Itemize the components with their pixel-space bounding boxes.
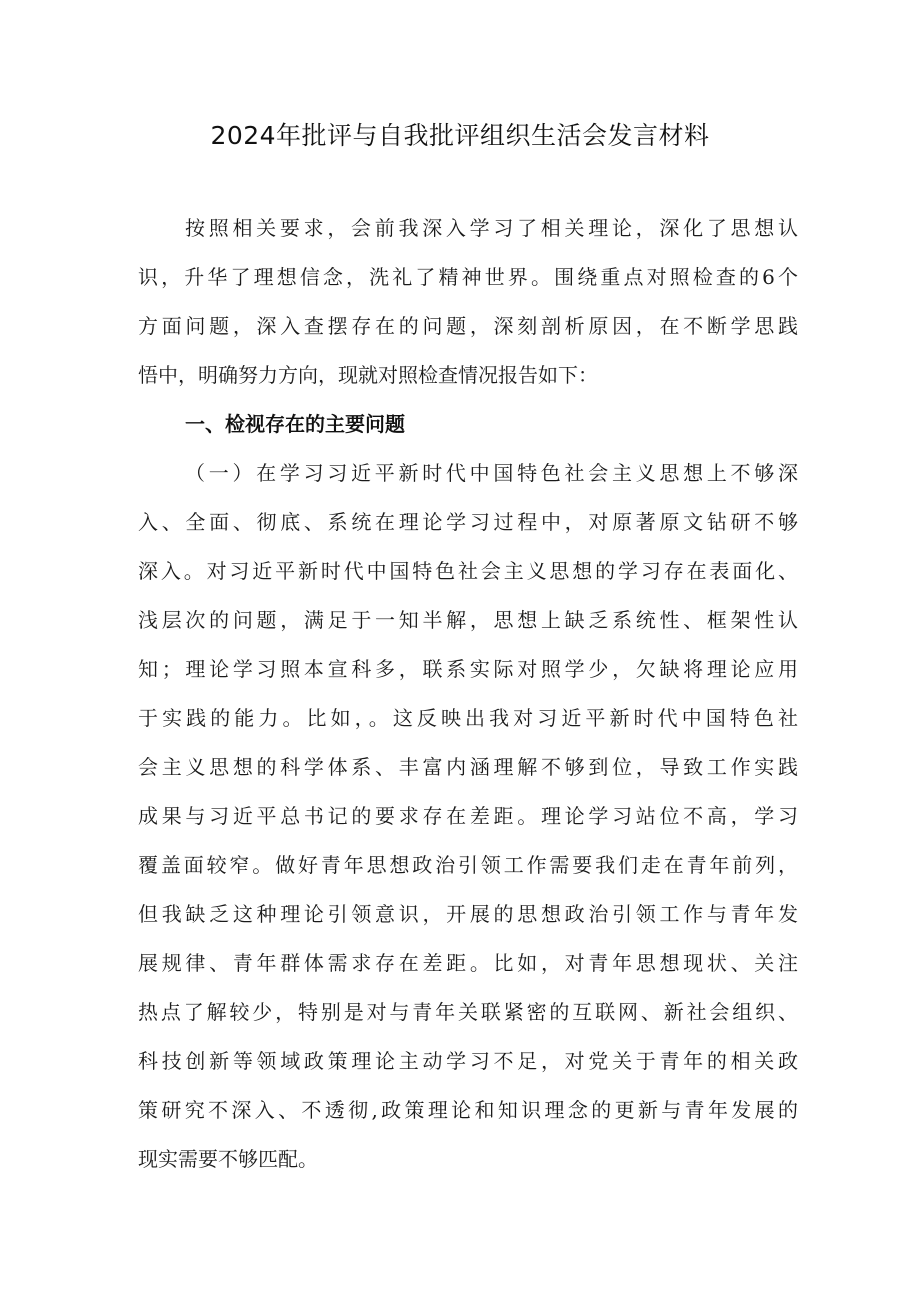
body-line: 热点了解较少，特别是对与青年关联紧密的互联网、新社会组织、	[138, 1000, 798, 1024]
body-line: 于实践的能力。比如，。这反映出我对习近平新时代中国特色社	[138, 706, 798, 730]
intro-line: 方面问题，深入查摆存在的问题，深刻剖析原因，在不断学思践	[138, 314, 798, 338]
body-line: 会主义思想的科学体系、丰富内涵理解不够到位，导致工作实践	[138, 755, 798, 779]
body-line: 科技创新等领域政策理论主动学习不足，对党关于青年的相关政	[138, 1049, 798, 1073]
body-line: （一）在学习习近平新时代中国特色社会主义思想上不够深	[185, 461, 798, 485]
body-line: 深入。对习近平新时代中国特色社会主义思想的学习存在表面化、	[138, 559, 798, 583]
intro-line: 按照相关要求，会前我深入学习了相关理论，深化了思想认	[185, 216, 798, 240]
body-line: 但我缺乏这种理论引领意识，开展的思想政治引领工作与青年发	[138, 902, 798, 926]
intro-line: 悟中，明确努力方向，现就对照检查情况报告如下：	[138, 363, 598, 387]
body-line: 策研究不深入、不透彻,政策理论和知识理念的更新与青年发展的	[138, 1098, 798, 1122]
body-line: 浅层次的问题，满足于一知半解，思想上缺乏系统性、框架性认	[138, 608, 798, 632]
body-line: 展规律、青年群体需求存在差距。比如，对青年思想现状、关注	[138, 951, 798, 975]
intro-line: 识，升华了理想信念，洗礼了精神世界。围绕重点对照检查的6个	[138, 265, 798, 289]
body-line: 覆盖面较窄。做好青年思想政治引领工作需要我们走在青年前列，	[138, 853, 798, 877]
body-line: 入、全面、彻底、系统在理论学习过程中，对原著原文钻研不够	[138, 510, 798, 534]
section-heading: 一、检视存在的主要问题	[185, 412, 405, 436]
document-title: 2024年批评与自我批评组织生活会发言材料	[210, 121, 710, 150]
body-line: 成果与习近平总书记的要求存在差距。理论学习站位不高，学习	[138, 804, 798, 828]
body-line: 知；理论学习照本宣科多，联系实际对照学少，欠缺将理论应用	[138, 657, 798, 681]
body-line: 现实需要不够匹配。	[138, 1147, 318, 1171]
